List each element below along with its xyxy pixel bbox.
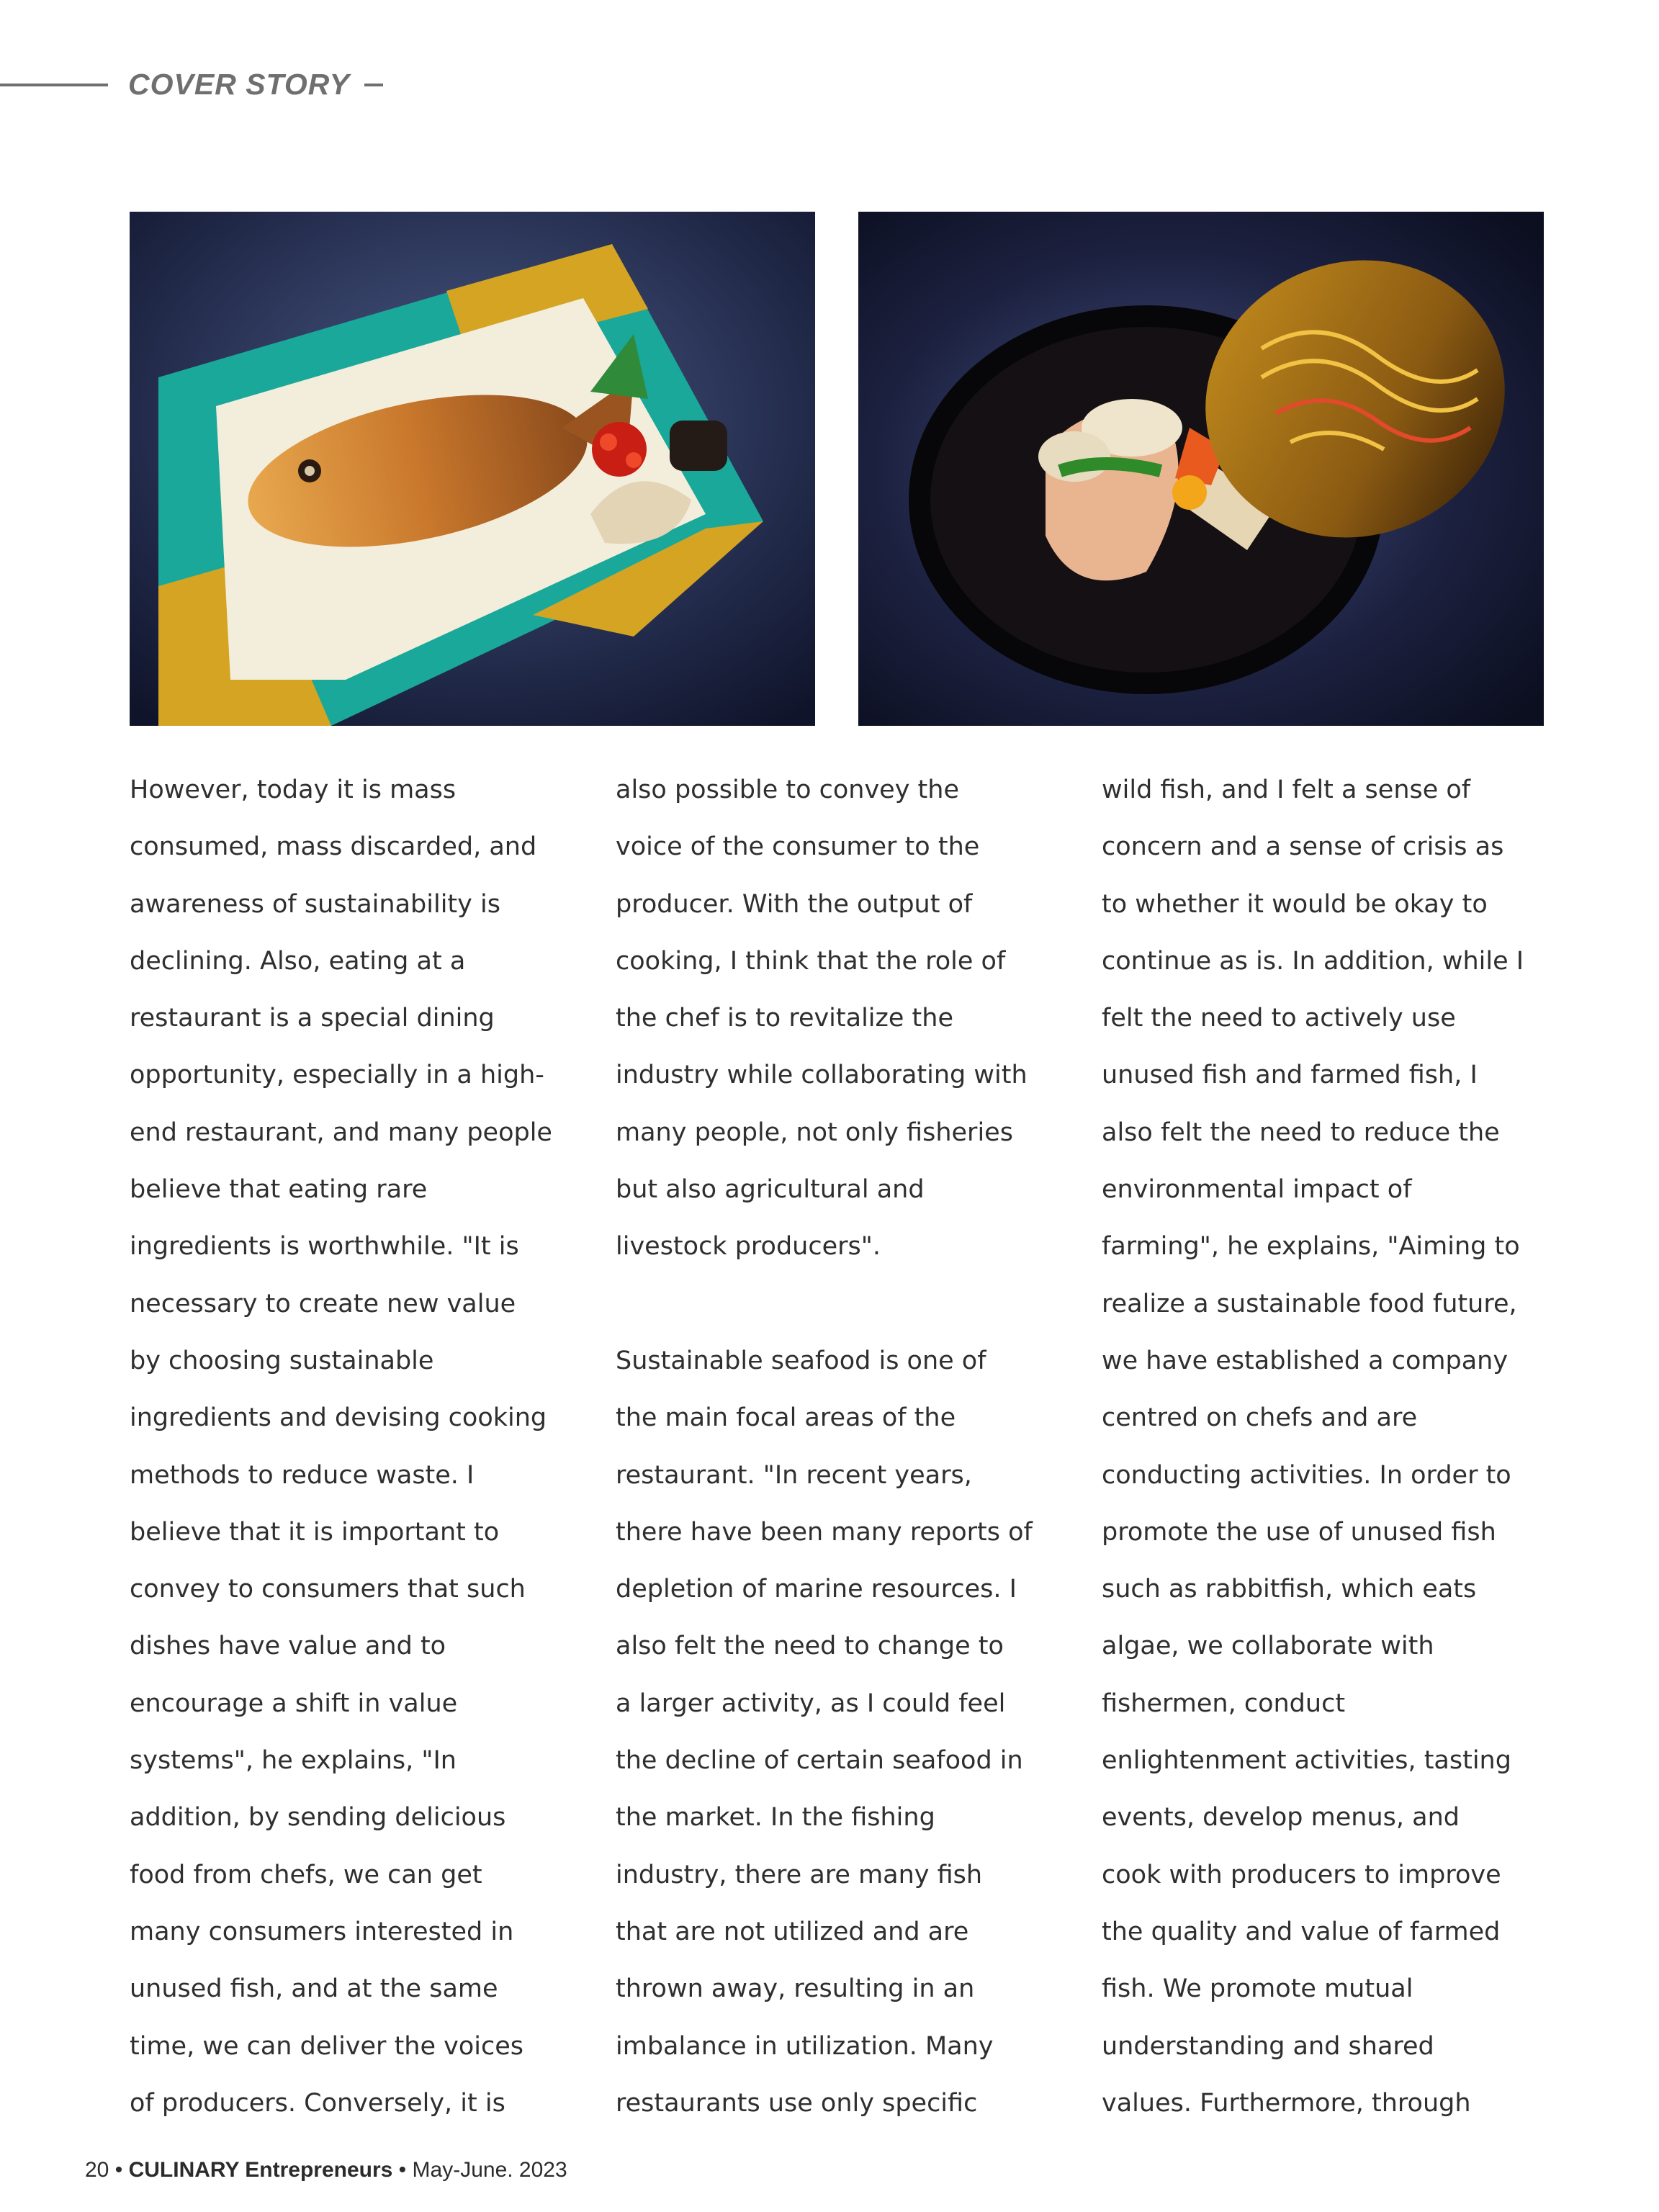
issue-date: May-June. 2023 [412,2158,567,2182]
text-line: livestock producers". [616,1232,881,1262]
text-line: the quality and value of farmed [1102,1917,1501,1946]
text-line: cook with producers to improve [1102,1860,1501,1889]
body-column-1 [130,762,590,2132]
text-line: imbalance in utilization. Many [616,2031,994,2061]
text-line: felt the need to actively use [1102,1004,1456,1033]
text-line: also possible to convey the [616,775,959,804]
page-footer [85,2157,567,2183]
text-line: fish. We promote mutual [1102,1974,1413,2004]
text-line: restaurants use only specific [616,2088,978,2118]
header-dash [364,84,383,86]
text-line: many consumers interested in [130,1917,514,1946]
text-line: enlightenment activities, tasting [1102,1746,1511,1776]
text-line: addition, by sending delicious [130,1803,506,1833]
text-line: events, develop menus, and [1102,1803,1460,1833]
text-line: declining. Also, eating at a [130,946,466,976]
text-line: continue as is. In addition, while I [1102,946,1524,976]
text-line: necessary to create new value [130,1289,516,1318]
text-line: centred on chefs and are [1102,1403,1418,1433]
text-line: the decline of certain seafood in [616,1746,1023,1776]
text-line: industry, there are many fish [616,1860,983,1889]
text-line: end restaurant, and many people [130,1118,552,1147]
text-line: promote the use of unused fish [1102,1517,1496,1547]
text-line: Sustainable seafood is one of [616,1346,986,1375]
text-line: believe that it is important to [130,1517,500,1547]
text-line: many people, not only fisheries [616,1118,1013,1147]
magazine-name: CULINARY Entrepreneurs [128,2158,393,2182]
header-rule [0,84,108,86]
text-line: opportunity, especially in a high- [130,1061,544,1090]
text-line: the market. In the fishing [616,1803,935,1833]
text-line: time, we can deliver the voices [130,2031,523,2061]
text-line: concern and a sense of crisis as [1102,832,1504,862]
text-line: unused fish, and at the same [130,1974,498,2004]
lacquer-bowl-soup-photo [858,212,1544,726]
text-line: values. Furthermore, through [1102,2088,1471,2118]
text-line: that are not utilized and are [616,1917,969,1946]
text-line: ingredients and devising cooking [130,1403,547,1433]
footer-separator: • [114,2158,123,2182]
text-line: a larger activity, as I could feel [616,1689,1006,1718]
section-label: COVER STORY [128,68,350,101]
text-line: such as rabbitfish, which eats [1102,1575,1477,1604]
text-line: farming", he explains, "Aiming to [1102,1232,1520,1262]
text-line: to whether it would be okay to [1102,889,1488,919]
body-column-2 [616,762,1076,2132]
text-line: voice of the consumer to the [616,832,980,862]
text-line: the main focal areas of the [616,1403,956,1433]
text-line: fishermen, conduct [1102,1689,1346,1718]
text-line: believe that eating rare [130,1175,428,1205]
text-line: food from chefs, we can get [130,1860,482,1889]
footer-separator: • [398,2158,407,2182]
text-line [616,1276,1076,1333]
text-line: by choosing sustainable [130,1346,434,1375]
text-line: depletion of marine resources. I [616,1575,1017,1604]
text-line: but also agricultural and [616,1175,925,1205]
text-line: conducting activities. In order to [1102,1460,1511,1490]
text-line: methods to reduce waste. I [130,1460,475,1490]
text-line: restaurant. "In recent years, [616,1460,972,1490]
text-line: restaurant is a special dining [130,1004,495,1033]
text-line: also felt the need to change to [616,1632,1004,1661]
text-line: awareness of sustainability is [130,889,500,919]
text-line: ingredients is worthwhile. "It is [130,1232,519,1262]
text-line: cooking, I think that the role of [616,946,1006,976]
text-line: convey to consumers that such [130,1575,526,1604]
text-line: also felt the need to reduce the [1102,1118,1500,1147]
text-line: of producers. Conversely, it is [130,2088,505,2118]
text-line: consumed, mass discarded, and [130,832,537,862]
text-line: realize a sustainable food future, [1102,1289,1517,1318]
grilled-sea-bream-dish-photo [130,212,815,726]
text-line: industry while collaborating with [616,1061,1028,1090]
text-line: wild fish, and I felt a sense of [1102,775,1471,804]
text-line: there have been many reports of [616,1517,1033,1547]
page-number: 20 [85,2158,109,2182]
text-line: producer. With the output of [616,889,973,919]
text-line: However, today it is mass [130,775,457,804]
text-line: thrown away, resulting in an [616,1974,975,2004]
text-line: understanding and shared [1102,2031,1434,2061]
text-line: dishes have value and to [130,1632,446,1661]
text-line: we have established a company [1102,1346,1509,1375]
text-line: the chef is to revitalize the [616,1004,953,1033]
text-line: encourage a shift in value [130,1689,458,1718]
text-line: environmental impact of [1102,1175,1412,1205]
text-line: algae, we collaborate with [1102,1632,1434,1661]
text-line: unused fish and farmed fish, I [1102,1061,1478,1090]
text-line: systems", he explains, "In [130,1746,457,1776]
body-column-3 [1102,762,1620,2132]
